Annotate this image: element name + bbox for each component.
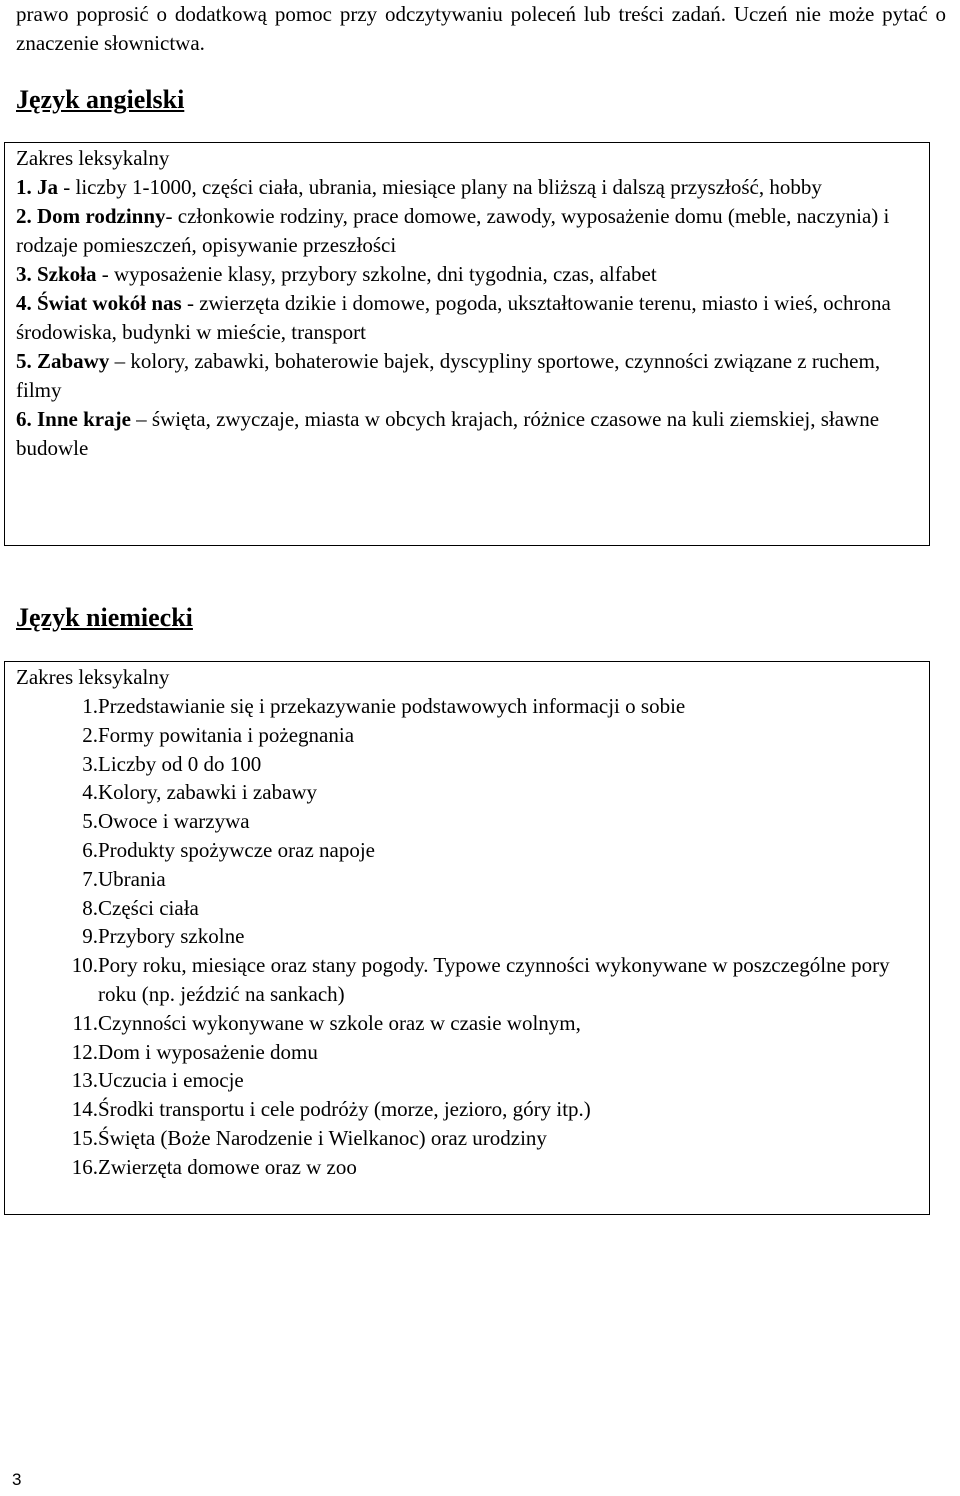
german-heading: Język niemiecki <box>16 603 193 632</box>
german-topic-4: 4. Kolory, zabawki i zabawy <box>82 780 318 805</box>
german-topic-9: 9. Przybory szkolne <box>82 924 245 949</box>
german-topic-7: 7. Ubrania <box>82 866 166 891</box>
english-box-title: Zakres leksykalny <box>16 146 170 170</box>
english-heading: Język angielski <box>16 85 185 114</box>
english-topic-1: 1. Ja - liczby 1-1000, części ciała, ubrania, miesiące plany na bliższą i dalszą przyszłość, hobby <box>16 175 822 199</box>
german-topic-16: 16. Zwierzęta domowe oraz w zoo <box>71 1154 357 1179</box>
english-topic-2: 2. Dom rodzinny- członkowie rodziny, prace domowe, zawody, wyposażenie domu (meble, naczynia) i rodzaje pomieszczeń, opisywanie przeszłości <box>16 204 890 257</box>
german-topic-5: 5. Owoce i warzywa <box>82 809 250 834</box>
page-number: 3 <box>12 1470 22 1489</box>
german-topic-1: 1. Przedstawianie się i przekazywanie podstawowych informacji o sobie <box>82 694 686 718</box>
german-topic-list <box>16 692 921 1182</box>
english-topic-6: 6. Inne kraje – święta, zwyczaje, miasta w obcych krajach, różnice czasowe na kuli ziemskiej, sławne budowle <box>16 407 880 460</box>
german-box-title: Zakres leksykalny <box>16 665 170 689</box>
german-topic-3: 3. Liczby od 0 do 100 <box>82 751 262 776</box>
english-topic-list <box>16 173 921 463</box>
german-topic-2: 2. Formy powitania i pożegnania <box>82 722 355 747</box>
english-lexical-box <box>4 142 930 546</box>
german-topic-14: 14. Środki transportu i cele podróży (morze, jezioro, góry itp.) <box>71 1097 591 1122</box>
german-topic-8: 8. Części ciała <box>82 895 199 920</box>
english-topic-5: 5. Zabawy – kolory, zabawki, bohaterowie bajek, dyscypliny sportowe, czynności związane z ruchem, filmy <box>16 349 881 402</box>
german-topic-10: 10. Pory roku, miesiące oraz stany pogody. Typowe czynności wykonywane w poszczególne pory roku (np. jeździć na sankach) <box>71 953 890 1006</box>
german-topic-6: 6. Produkty spożywcze oraz napoje <box>82 837 375 862</box>
english-topic-3: 3. Szkoła - wyposażenie klasy, przybory szkolne, dni tygodnia, czas, alfabet <box>16 262 657 286</box>
german-lexical-box <box>4 661 930 1215</box>
intro-paragraph: prawo poprosić o dodatkową pomoc przy odczytywaniu poleceń lub treści zadań. Uczeń nie może pytać o znaczenie słownictwa. <box>16 2 946 55</box>
english-topic-4: 4. Świat wokół nas - zwierzęta dzikie i domowe, pogoda, ukształtowanie terenu, miasto i wieś, ochrona środowiska, budynki w mieście, transport <box>16 291 891 344</box>
german-topic-13: 13. Uczucia i emocje <box>71 1068 244 1093</box>
german-topic-15: 15. Święta (Boże Narodzenie i Wielkanoc) oraz urodziny <box>71 1125 547 1150</box>
german-topic-12: 12. Dom i wyposażenie domu <box>71 1039 318 1064</box>
german-topic-11: 11. Czynności wykonywane w szkole oraz w czasie wolnym, <box>72 1010 581 1035</box>
